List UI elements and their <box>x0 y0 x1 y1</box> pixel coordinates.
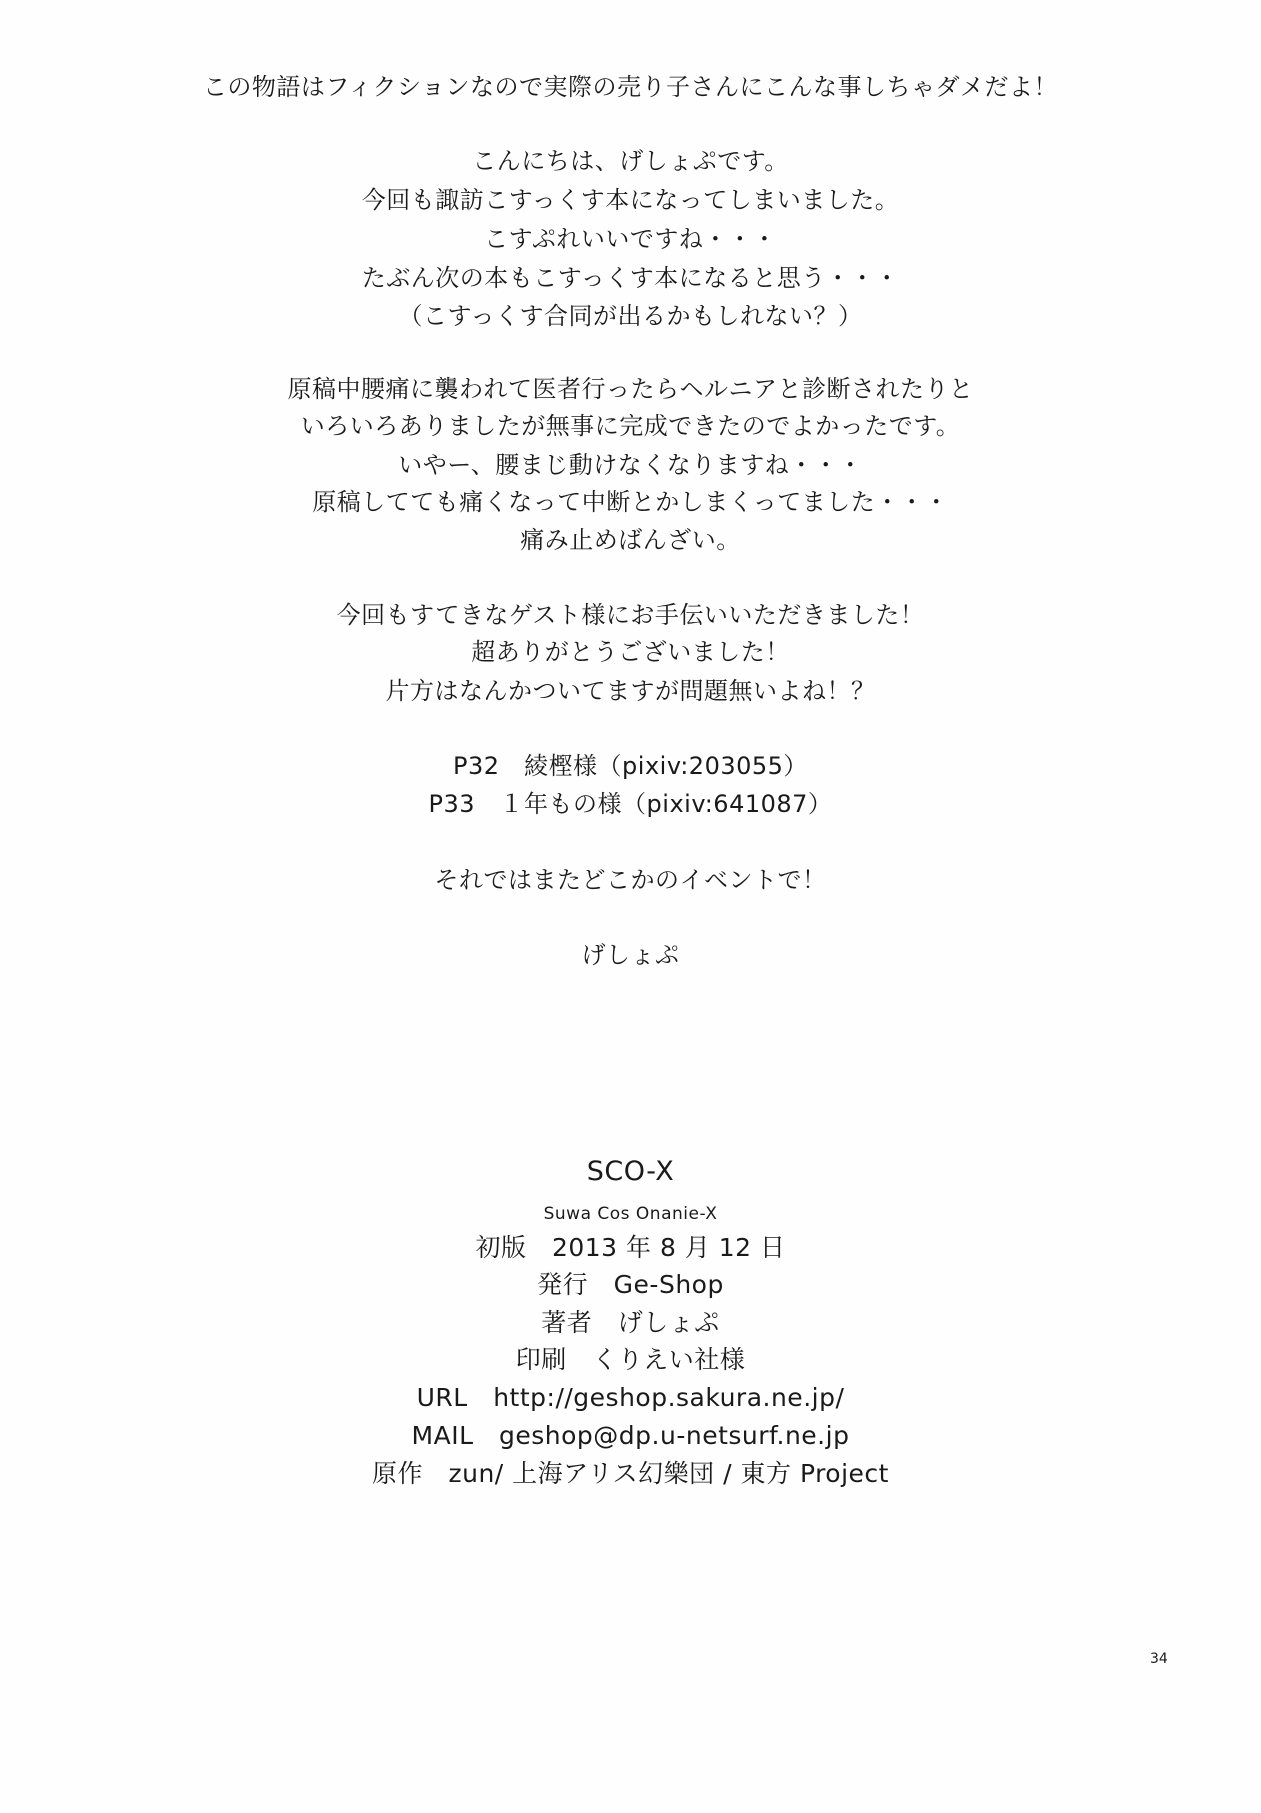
thanks-line: 片方はなんかついてますが問題無いよね！？ <box>385 677 876 705</box>
story-line: いろいろありましたが無事に完成できたのでよかったです。 <box>300 412 961 440</box>
greeting-line: （こすっくす合同が出るかもしれない？） <box>398 302 863 330</box>
thanks-line: 超ありがとうございました！ <box>471 638 790 666</box>
signature: げしょぷ <box>581 941 680 969</box>
guest-credit: P33 １年もの様（pixiv:641087） <box>428 790 833 818</box>
colophon-publisher: 発行 Ge-Shop <box>537 1270 724 1299</box>
page-number: 34 <box>1150 1651 1168 1667</box>
colophon-url: URL http://geshop.sakura.ne.jp/ <box>416 1383 845 1412</box>
colophon-first-edition: 初版 2013 年 8 月 12 日 <box>475 1233 786 1262</box>
greeting-line: こすぷれいいですね・・・ <box>484 225 777 253</box>
story-line: 原稿中腰痛に襲われて医者行ったらヘルニアと診断されたりと <box>287 375 974 403</box>
guest-credit: P32 綾樫様（pixiv:203055） <box>453 752 808 780</box>
greeting-line: たぶん次の本もこすっくす本になると思う・・・ <box>361 264 900 292</box>
greeting-line: こんにちは、げしょぷです。 <box>472 147 789 175</box>
disclaimer-text: この物語はフィクションなので実際の売り子さんにこんな事しちゃダメだよ！ <box>202 73 1059 101</box>
colophon-mail: MAIL geshop@dp.u-netsurf.ne.jp <box>411 1421 850 1450</box>
colophon-printer: 印刷 くりえい社様 <box>515 1345 746 1374</box>
book-title: SCO-X <box>586 1156 675 1187</box>
story-line: 原稿してても痛くなって中断とかしまくってました・・・ <box>312 488 949 516</box>
closing-line: それではまたどこかのイベントで！ <box>434 866 827 894</box>
book-subtitle: Suwa Cos Onanie-X <box>543 1204 718 1224</box>
story-line: 痛み止めばんざい。 <box>520 526 741 554</box>
greeting-line: 今回も諏訪こすっくす本になってしまいました。 <box>361 186 900 214</box>
story-line: いやー、腰まじ動けなくなりますね・・・ <box>398 451 863 479</box>
colophon-original-work: 原作 zun/ 上海アリス幻樂団 / 東方 Project <box>372 1459 889 1488</box>
thanks-line: 今回もすてきなゲスト様にお手伝いいただきました！ <box>336 601 925 629</box>
colophon-author: 著者 げしょぷ <box>541 1308 720 1337</box>
